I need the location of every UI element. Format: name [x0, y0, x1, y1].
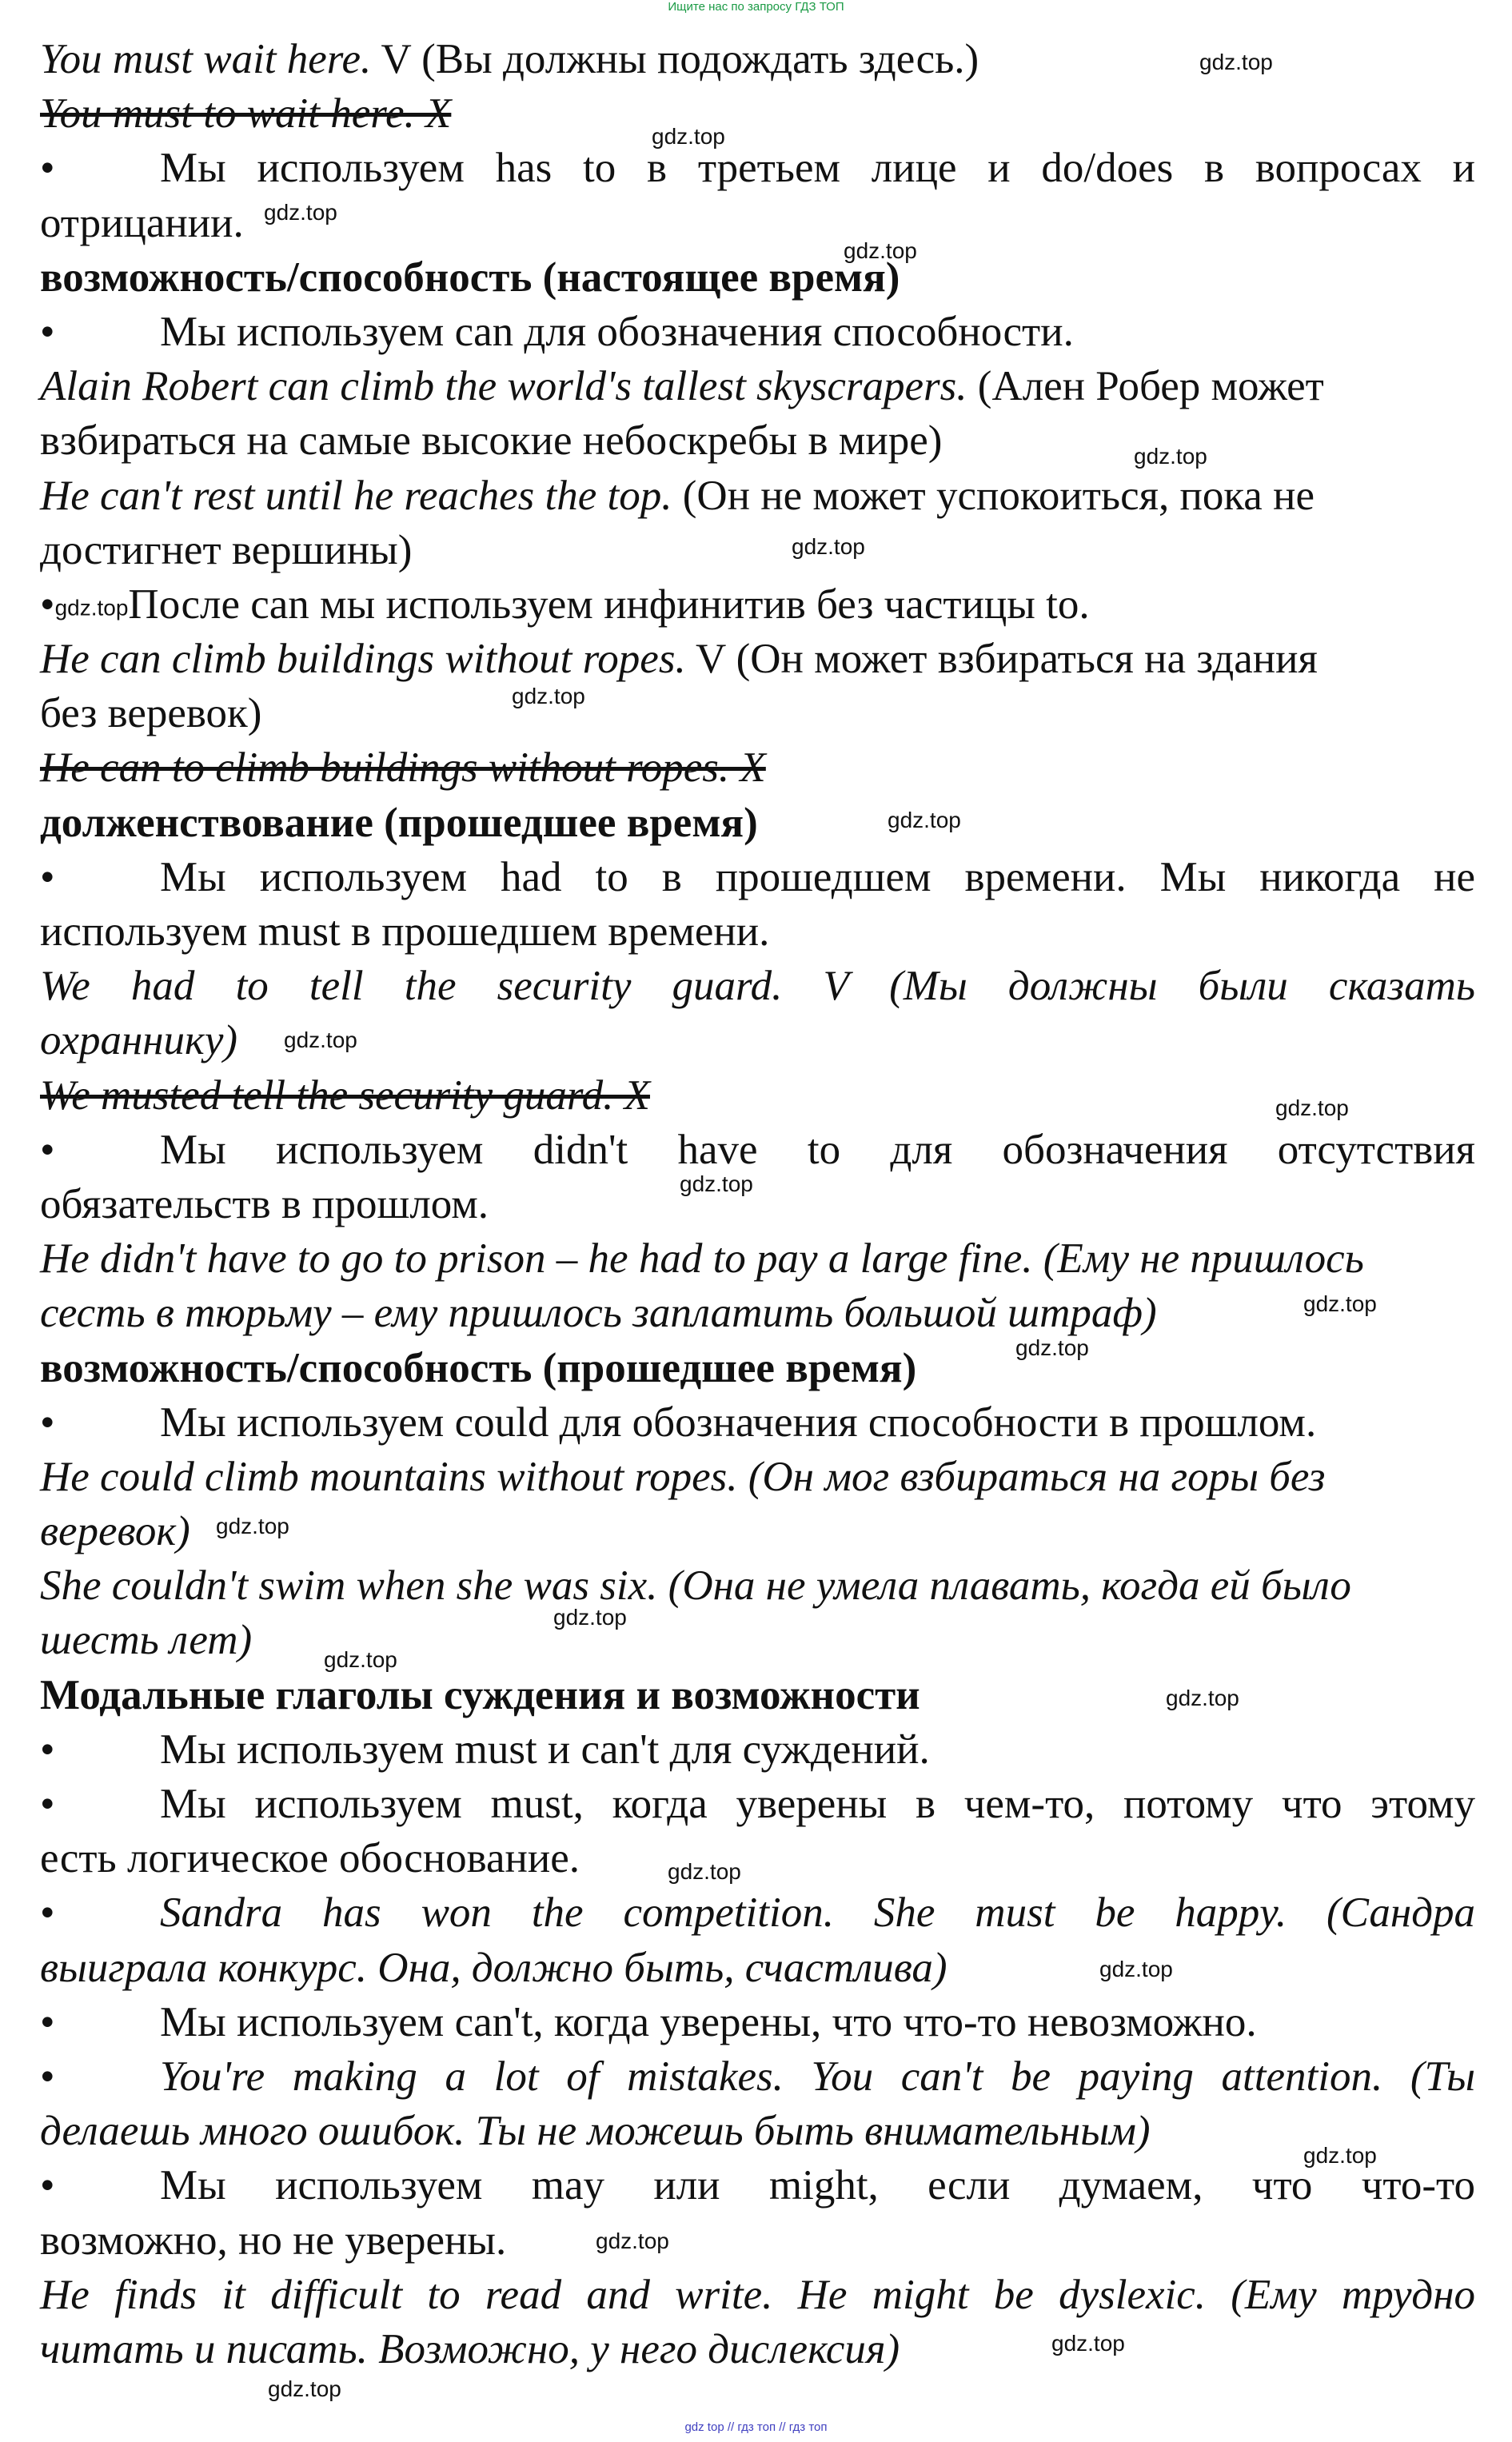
watermark: gdz.top [1015, 1335, 1089, 1360]
watermark: gdz.top [1303, 1291, 1377, 1316]
bullet: • [40, 1726, 55, 1773]
text-line [40, 523, 1475, 577]
example-en: охраннику) [40, 1017, 238, 1064]
watermark: gdz.top [1099, 1957, 1173, 1981]
bullet: • [40, 1889, 55, 1937]
watermark: gdz.top [596, 2229, 669, 2253]
watermark: gdz.top [264, 200, 337, 225]
rule-text: Мы используем didn't have to для обозначения отсутствия [160, 1126, 1475, 1173]
rule-text: Мы используем can't, когда уверены, что что-то невозможно. [160, 1998, 1257, 2045]
rule-text: возможно, но не уверены. [40, 2217, 507, 2264]
bullet: • [40, 2053, 55, 2100]
watermark: gdz.top [888, 808, 961, 832]
text-line [40, 413, 1475, 468]
watermark: gdz.top [1051, 2331, 1125, 2356]
bullet: • [40, 145, 55, 192]
translation: достигнет вершины) [40, 526, 413, 573]
translation: V (Он может взбираться на здания [685, 636, 1318, 683]
wrong-example: You must to wait here. X [40, 90, 452, 138]
bullet: • [40, 308, 55, 355]
text-line [40, 1177, 1475, 1231]
text-line [40, 1777, 1475, 1831]
bullet: • [40, 1998, 55, 2045]
watermark: gdz.top [1134, 444, 1207, 469]
text-line [40, 2213, 1475, 2268]
text-line [40, 196, 1475, 250]
example-en: You're making a lot of mistakes. You can't be paying attention. (Ты [160, 2053, 1475, 2100]
example-en: Sandra has won the competition. She must be happy. (Сандра [160, 1889, 1475, 1937]
rule-text: Мы используем had to в прошедшем времени. Мы никогда не [160, 853, 1475, 900]
rule-text: есть логическое обоснование. [40, 1835, 580, 1882]
text-line [40, 1722, 1475, 1777]
bullet: • [40, 853, 55, 900]
example-en: шесть лет) [40, 1617, 253, 1664]
text-line [40, 86, 1475, 141]
watermark: gdz.top [324, 1647, 397, 1672]
section-heading: долженствование (прошедшее время) [40, 799, 758, 846]
section-heading: Модальные глаголы суждения и возможности [40, 1671, 920, 1718]
watermark: gdz.top [1275, 1095, 1349, 1120]
rule-text: Мы используем has to в третьем лице и do/does в вопросах и [160, 145, 1475, 192]
watermark: gdz.top [284, 1027, 357, 1052]
header-note: Ищите нас по запросу ГДЗ ТОП [668, 0, 844, 14]
footer-note: gdz top // гдз топ // гдз топ [684, 2420, 828, 2434]
watermark: gdz.top [668, 1859, 741, 1884]
text-line [40, 1885, 1475, 1940]
translation: взбираться на самые высокие небоскребы в мире) [40, 417, 943, 465]
rule-text: Мы используем must, когда уверены в чем-то, потому что этому [160, 1781, 1475, 1827]
example-en: We had to tell the security guard. V (Мы должны были сказать [40, 963, 1475, 1010]
text-line [40, 740, 1475, 795]
rule-text: отрицании. [40, 199, 244, 246]
text-line [40, 469, 1475, 523]
bullet: • [40, 1399, 55, 1446]
rule-text: обязательств в прошлом. [40, 1180, 489, 1227]
watermark: gdz.top [680, 1171, 753, 1196]
text-line [40, 1995, 1475, 2049]
translation: V (Вы должны подождать здесь.) [371, 36, 979, 82]
rule-text: Мы используем must и can't для суждений. [160, 1726, 930, 1773]
text-line [40, 2049, 1475, 2104]
rule-text: Мы используем could для обозначения способности в прошлом. [160, 1399, 1317, 1446]
rule-text: Мы используем may или might, если думаем, что что-то [160, 2162, 1475, 2209]
watermark: gdz.top [512, 684, 585, 708]
example-en: He could climb mountains without ropes. (Он мог взбираться на горы без [40, 1453, 1326, 1500]
example-en: делаешь много ошибок. Ты не можешь быть внимательным) [40, 2108, 1151, 2155]
watermark: gdz.top [844, 238, 917, 263]
bullet: • [40, 2162, 55, 2209]
watermark: gdz.top [792, 534, 865, 559]
text-line [40, 359, 1475, 413]
example-en: сесть в тюрьму – ему пришлось заплатить большой штраф) [40, 1290, 1157, 1337]
example-en: веревок) [40, 1508, 190, 1555]
document-body [40, 32, 1475, 2376]
example-en: You must wait here. [40, 36, 372, 82]
watermark: gdz.top [1303, 2143, 1377, 2168]
example-en: выиграла конкурс. Она, должно быть, счастлива) [40, 1944, 947, 1991]
watermark: gdz.top [268, 2376, 341, 2401]
text-line [40, 1831, 1475, 1885]
text-line [40, 904, 1475, 959]
example-en: читать и писать. Возможно, у него дислексия) [40, 2325, 900, 2372]
example-en: He can't rest until he reaches the top. [40, 472, 672, 519]
text-line [40, 1123, 1475, 1177]
example-en: He can climb buildings without ropes. [40, 636, 686, 683]
example-en: He finds it difficult to read and write. He might be dyslexic. (Ему трудно [40, 2271, 1475, 2318]
text-line [40, 686, 1475, 740]
translation: (Он не может успокоиться, пока не [672, 472, 1315, 519]
translation: без веревок) [40, 690, 262, 737]
text-line [40, 305, 1475, 359]
example-en: She couldn't swim when she was six. (Она не умела плавать, когда ей было [40, 1562, 1351, 1610]
watermark: gdz.top [553, 1605, 627, 1630]
text-line [40, 1068, 1475, 1123]
example-en: He didn't have to go to prison – he had to pay a large fine. (Ему не пришлось [40, 1235, 1364, 1283]
watermark: gdz.top [216, 1514, 289, 1538]
watermark: gdz.top [1166, 1686, 1239, 1710]
wrong-example: We musted tell the security guard. X [40, 1071, 650, 1119]
rule-text: После can мы используем инфинитив без частицы to. [128, 581, 1090, 628]
text-line [40, 632, 1475, 686]
bullet: • [40, 581, 55, 628]
bullet: • [40, 1126, 55, 1173]
rule-text: Мы используем can для обозначения способности. [160, 308, 1074, 355]
watermark: gdz.top [1199, 50, 1273, 74]
text-line [40, 577, 1475, 632]
translation: (Ален Робер может [967, 363, 1324, 410]
bullet: • [40, 1781, 55, 1827]
rule-text: используем must в прошедшем времени. [40, 908, 770, 955]
section-heading: возможность/способность (прошедшее время) [40, 1344, 917, 1391]
text-line [40, 2158, 1475, 2213]
text-line [40, 850, 1475, 904]
text-line [40, 141, 1475, 195]
example-en: Alain Robert can climb the world's tallest skyscrapers. [40, 363, 967, 410]
section-heading: возможность/способность (настоящее время) [40, 253, 900, 301]
watermark: gdz.top [652, 124, 725, 149]
wrong-example: He can to climb buildings without ropes. X [40, 744, 766, 792]
text-line [40, 1395, 1475, 1450]
watermark: gdz.top [54, 595, 129, 620]
